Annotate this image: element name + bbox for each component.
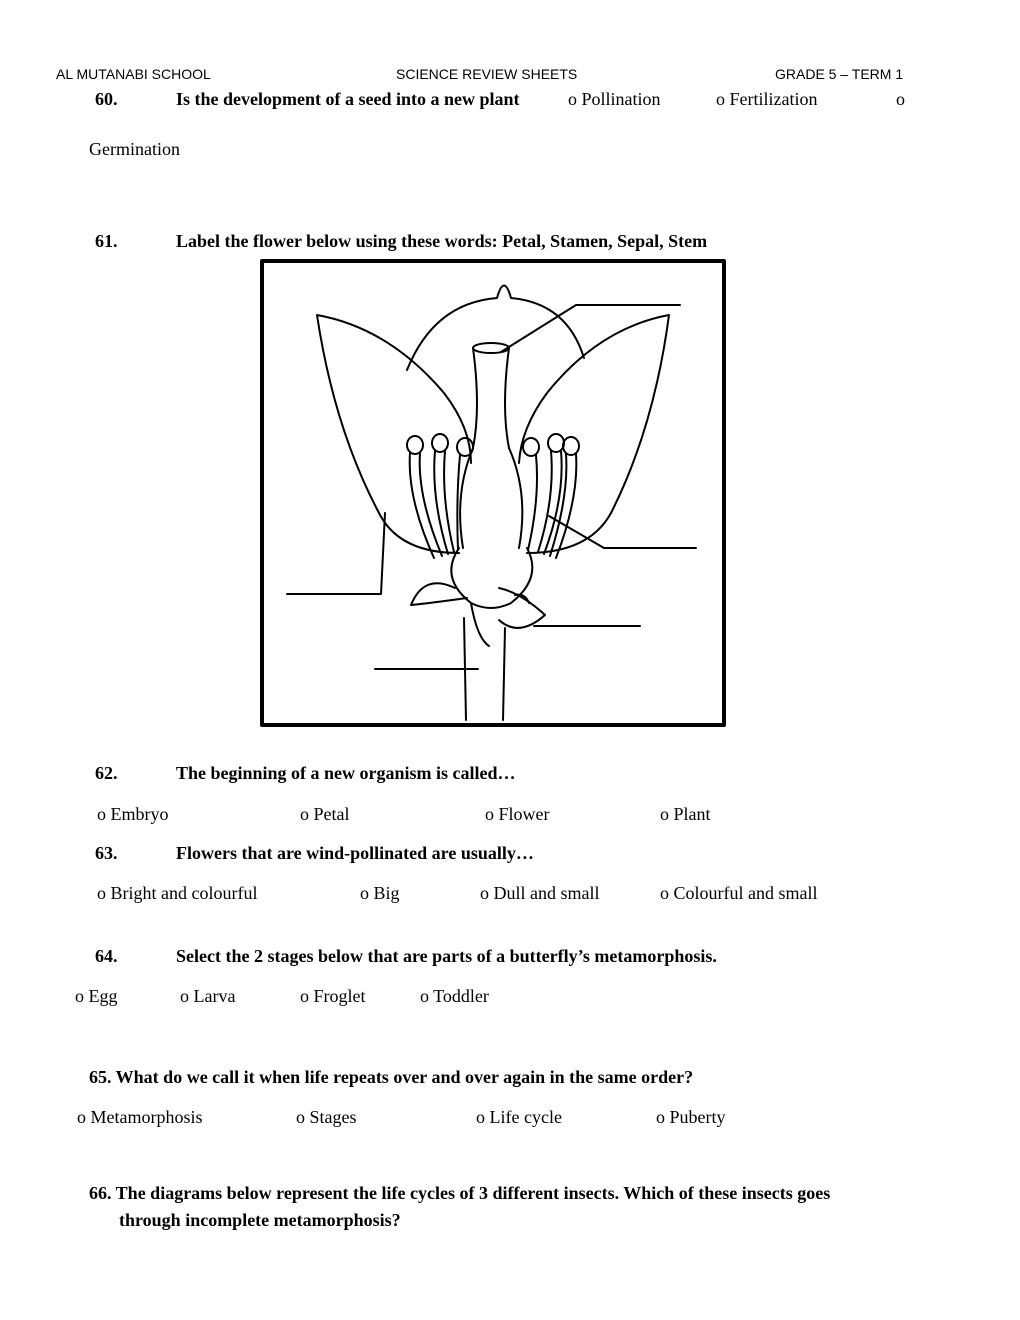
q60-option-pollination[interactable]: o Pollination	[568, 89, 661, 109]
header-school: AL MUTANABI SCHOOL	[56, 66, 211, 82]
q64-text: Select the 2 stages below that are parts of a butterfly’s metamorphosis.	[176, 946, 717, 966]
q62-number: 62.	[95, 763, 118, 783]
q62-option-petal[interactable]: o Petal	[300, 804, 350, 824]
q60-option-bullet[interactable]: o	[896, 89, 905, 109]
header-grade: GRADE 5 – TERM 1	[775, 66, 904, 82]
q65-option-puberty[interactable]: o Puberty	[656, 1107, 726, 1127]
q60-text: Is the development of a seed into a new plant	[176, 89, 520, 109]
q60-option-fertilization[interactable]: o Fertilization	[716, 89, 818, 109]
q60-number: 60.	[95, 89, 118, 109]
flower-diagram	[259, 258, 727, 728]
diagram-frame	[262, 261, 724, 725]
label-lines	[287, 305, 696, 669]
q65-text: 65. What do we call it when life repeats over and over again in the same order?	[89, 1067, 694, 1087]
q62-option-plant[interactable]: o Plant	[660, 804, 711, 824]
q65-option-stages[interactable]: o Stages	[296, 1107, 357, 1127]
q63-number: 63.	[95, 843, 118, 863]
q62-text: The beginning of a new organism is called…	[176, 763, 516, 783]
q65-option-metamorphosis[interactable]: o Metamorphosis	[77, 1107, 203, 1127]
q61-text: Label the flower below using these words: Petal, Stamen, Sepal, Stem	[176, 231, 708, 251]
flower-drawing	[317, 286, 669, 721]
q64-number: 64.	[95, 946, 118, 966]
q60-option-germination[interactable]: Germination	[89, 139, 180, 159]
q61-number: 61.	[95, 231, 118, 251]
q64-option-egg[interactable]: o Egg	[75, 986, 118, 1006]
q62-option-flower[interactable]: o Flower	[485, 804, 550, 824]
q66-line2: through incomplete metamorphosis?	[119, 1210, 401, 1230]
q65-option-life-cycle[interactable]: o Life cycle	[476, 1107, 562, 1127]
q63-option-big[interactable]: o Big	[360, 883, 400, 903]
q64-option-toddler[interactable]: o Toddler	[420, 986, 489, 1006]
q63-option-colourful-small[interactable]: o Colourful and small	[660, 883, 818, 903]
q66-line1: 66. The diagrams below represent the life cycles of 3 different insects. Which of these insects goes	[89, 1183, 831, 1203]
q64-option-froglet[interactable]: o Froglet	[300, 986, 366, 1006]
q62-option-embryo[interactable]: o Embryo	[97, 804, 169, 824]
header-title: SCIENCE REVIEW SHEETS	[396, 66, 578, 82]
q63-text: Flowers that are wind-pollinated are usually…	[176, 843, 534, 863]
q63-option-dull-small[interactable]: o Dull and small	[480, 883, 600, 903]
q63-option-bright-colourful[interactable]: o Bright and colourful	[97, 883, 258, 903]
q64-option-larva[interactable]: o Larva	[180, 986, 236, 1006]
